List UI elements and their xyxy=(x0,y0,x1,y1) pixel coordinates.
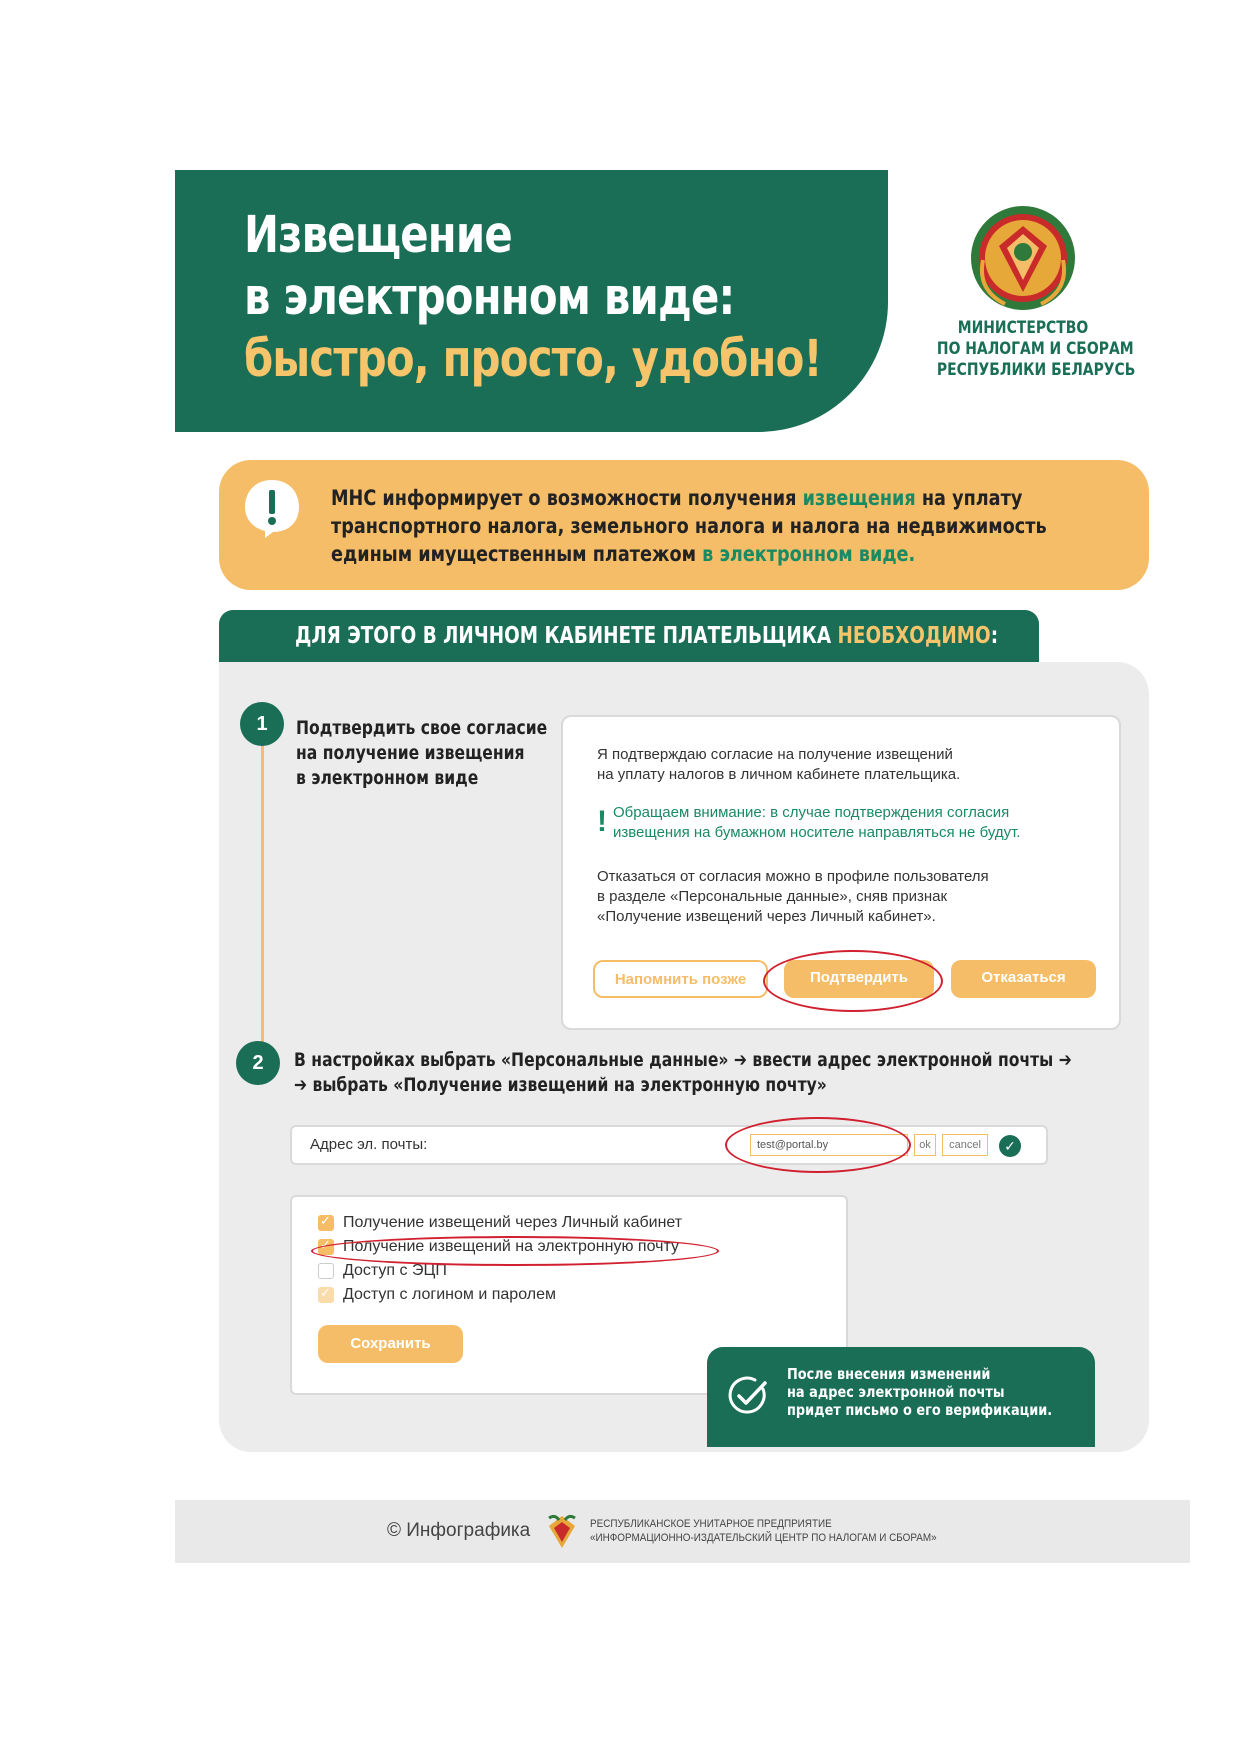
highlight-oval xyxy=(763,950,943,1012)
checkbox[interactable] xyxy=(318,1263,334,1279)
ministry-name: МИНИСТЕРСТВО ПО НАЛОГАМ И СБОРАМ РЕСПУБЛИКИ БЕЛАРУСЬ xyxy=(936,318,1136,380)
save-button[interactable]: Сохранить xyxy=(318,1325,463,1363)
highlight-oval xyxy=(311,1236,719,1266)
footer xyxy=(175,1500,1190,1563)
title-line-3: быстро, просто, удобно! xyxy=(244,330,822,389)
cancel-button[interactable]: cancel xyxy=(942,1134,988,1156)
title-line-2: в электронном виде: xyxy=(244,268,735,327)
email-row xyxy=(290,1125,1048,1165)
exclamation-bubble-icon xyxy=(243,478,301,540)
step-2-badge: 2 xyxy=(236,1041,280,1085)
email-field[interactable]: test@portal.by xyxy=(750,1134,908,1156)
infographic-credit: © Инфографика xyxy=(387,1520,531,1541)
settings-card: ✓ Получение извещений через Личный кабинет ✓ Получение извещений на электронную почту Доступ с ЭЦП ✓ Доступ с логином и паролем Сохранить xyxy=(290,1195,848,1395)
refuse-button[interactable]: Отказаться xyxy=(951,960,1096,998)
remind-later-button[interactable]: Напомнить позже xyxy=(593,960,768,998)
confirm-button[interactable]: Подтвердить xyxy=(784,960,934,998)
exclamation-icon: ! xyxy=(597,805,607,838)
ministry-emblem-icon xyxy=(965,200,1081,316)
publisher-logo-icon xyxy=(545,1512,579,1550)
check-circle-icon xyxy=(727,1375,769,1417)
publisher-name: РЕСПУБЛИКАНСКОЕ УНИТАРНОЕ ПРЕДПРИЯТИЕ «ИНФОРМАЦИОННО-ИЗДАТЕЛЬСКИЙ ЦЕНТР ПО НАЛОГАМ И СБОРАМ» xyxy=(590,1518,937,1544)
step-1-text: Подтвердить свое согласие на получение извещения в электронном виде xyxy=(296,717,548,789)
step-1-badge: 1 xyxy=(240,702,284,746)
check-icon: ✓ xyxy=(999,1135,1021,1157)
step-2-text: В настройках выбрать «Персональные данные» ➔ ввести адрес электронной почты ➔ ➔ выбрать «Получение извещений на электронную почту» xyxy=(294,1049,1072,1096)
info-text: МНС информирует о возможности получения извещения на уплату транспортного налога, земельного налога и налога на недвижимость единым имущественным платежом в электронном виде. xyxy=(331,486,1047,566)
checkbox[interactable] xyxy=(318,1215,334,1231)
email-label: Адрес эл. почты: xyxy=(310,1136,428,1153)
title-line-1: Извещение xyxy=(244,206,512,265)
consent-text: Я подтверждаю согласие на получение извещений на уплату налогов в личном кабинете плательщика. xyxy=(597,746,961,783)
highlight-oval xyxy=(725,1117,911,1173)
checkbox[interactable] xyxy=(318,1287,334,1303)
section-header: ДЛЯ ЭТОГО В ЛИЧНОМ КАБИНЕТЕ ПЛАТЕЛЬЩИКА НЕОБХОДИМО: xyxy=(219,610,1039,662)
ok-button[interactable]: ok xyxy=(914,1134,936,1156)
header-banner xyxy=(175,170,888,432)
withdraw-text: Отказаться от согласия можно в профиле пользователя в разделе «Персональные данные», сняв признак «Получение извещений через Личный кабинет». xyxy=(597,868,989,925)
consent-dialog: Я подтверждаю согласие на получение извещений на уплату налогов в личном кабинете плательщика. ! Обращаем внимание: в случае подтверждения согласия извещения на бумажном носителе направляться не будут. Отказаться от согласия можно в профиле пользователя в разделе «Персональные данные», сняв признак «Получение извещений через Личный кабинет». Напомнить позже Подтвердить Отказаться xyxy=(561,715,1121,1030)
info-banner xyxy=(219,460,1149,590)
step-connector xyxy=(261,736,264,1054)
verification-note: После внесения изменений на адрес электронной почты придет письмо о его верификации. xyxy=(707,1347,1095,1447)
